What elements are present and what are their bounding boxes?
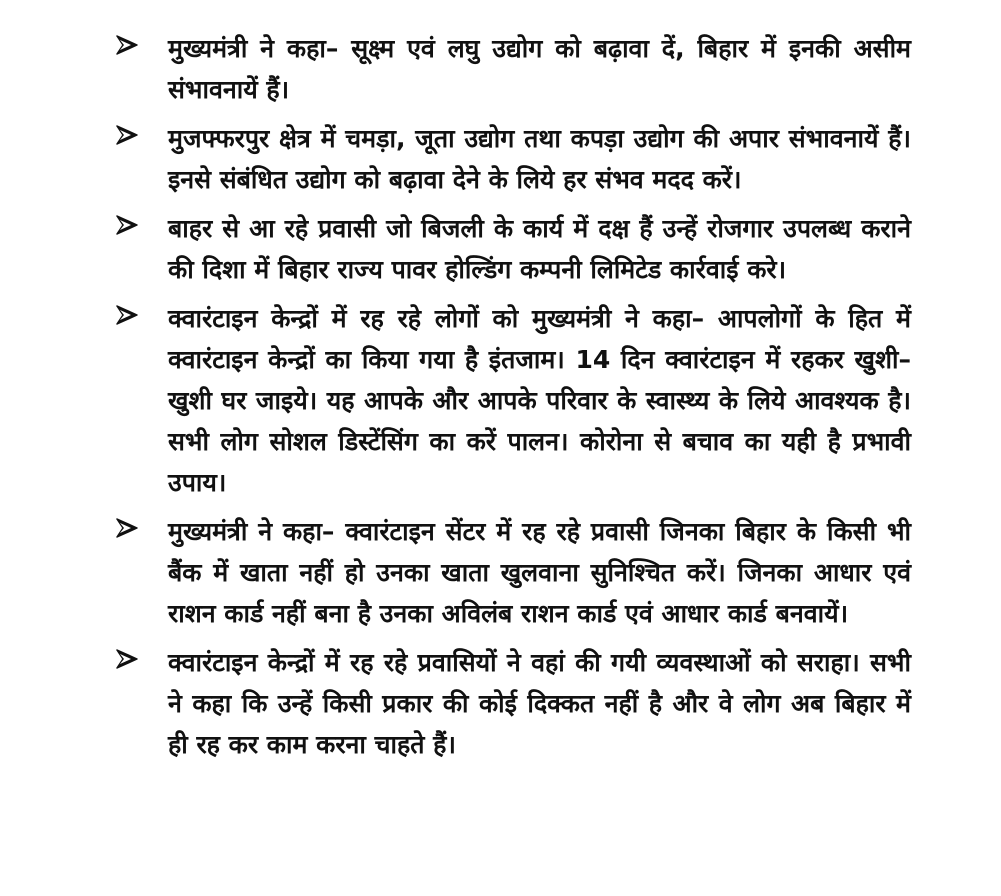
bullet-item: [0, 28, 1001, 110]
bullet-text: मुख्यमंत्री ने कहा– क्वारंटाइन सेंटर में रह रहे प्रवासी जिनका बिहार के किसी भी बैंक में खाता नहीं हो उनका खाता खुलवाना सुनिश्चित करें। जिनका आधार एवं राशन कार्ड नहीं बना है उनका अविलंब राशन कार्ड एवं आधार कार्ड बनवायें।: [168, 517, 911, 628]
bullet-text: क्वारंटाइन केन्द्रों में रह रहे लोगों को मुख्यमंत्री ने कहा– आपलोगों के हित में क्वारंटाइन केन्द्रों का किया गया है इंतजाम। 14 दिन क्वारंटाइन में रहकर खुशी–खुशी घर जाइये। यह आपके और आपके परिवार के स्वास्थ्य के लिये आवश्यक है। सभी लोग सोशल डिस्टेंसिंग का करें पालन। कोरोना से बचाव का यही है प्रभावी उपाय।: [168, 304, 911, 497]
bullet-item: [0, 642, 1001, 765]
bullet-text: बाहर से आ रहे प्रवासी जो बिजली के कार्य में दक्ष हैं उन्हें रोजगार उपलब्ध कराने की दिशा में बिहार राज्य पावर होल्डिंग कम्पनी लिमिटेड कार्रवाई करे।: [168, 214, 911, 284]
arrowhead-bullet-icon: [114, 515, 140, 541]
bullet-text: मुख्यमंत्री ने कहा– सूक्ष्म एवं लघु उद्योग को बढ़ावा दें, बिहार में इनकी असीम संभावनायें हैं।: [168, 34, 911, 104]
arrowhead-bullet-icon: [114, 122, 140, 148]
arrowhead-bullet-icon: [114, 32, 140, 58]
bullet-item: [0, 511, 1001, 634]
arrowhead-bullet-icon: [114, 212, 140, 238]
bullet-item: [0, 208, 1001, 290]
bullet-text: मुजफ्फरपुर क्षेत्र में चमड़ा, जूता उद्योग तथा कपड़ा उद्योग की अपार संभावनायें हैं। इनसे संबंधित उद्योग को बढ़ावा देने के लिये हर संभव मदद करें।: [168, 124, 911, 194]
bullet-text: क्वारंटाइन केन्द्रों में रह रहे प्रवासियों ने वहां की गयी व्यवस्थाओं को सराहा। सभी ने कहा कि उन्हें किसी प्रकार की कोई दिक्कत नहीं है और वे लोग अब बिहार में ही रह कर काम करना चाहते हैं।: [168, 648, 911, 759]
document-body: [0, 28, 1001, 773]
arrowhead-bullet-icon: [114, 302, 140, 328]
bullet-item: [0, 298, 1001, 503]
arrowhead-bullet-icon: [114, 646, 140, 672]
bullet-item: [0, 118, 1001, 200]
